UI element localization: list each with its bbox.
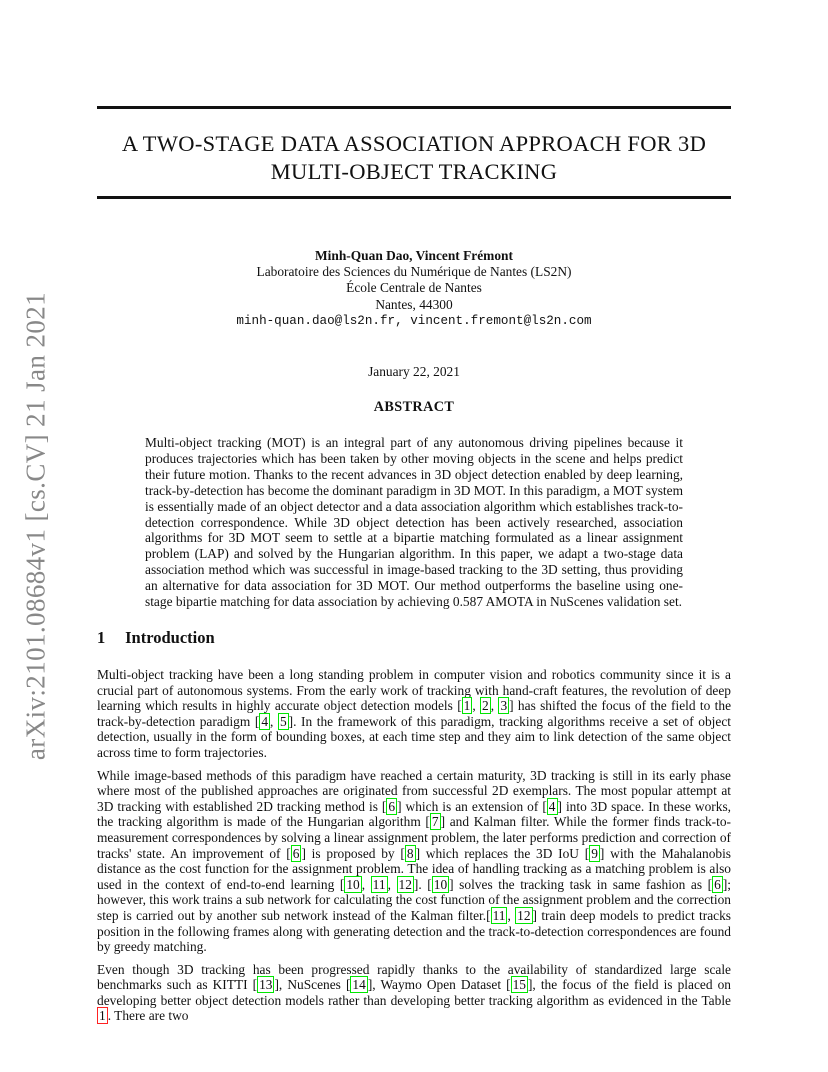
citation-link[interactable]: 7 <box>431 814 439 830</box>
citation-link[interactable]: 13 <box>259 977 273 993</box>
text-run: ] is proposed by [ <box>301 845 405 861</box>
citation-link[interactable]: 6 <box>292 845 300 861</box>
text-run: ]; however, this work trains a sub network for calculating the cost function of the assignment problem and the correction step is carried out by another sub network instead of the Kalman filter.[ <box>97 876 731 923</box>
section-title: Introduction <box>125 628 215 647</box>
text-run: ]. In the framework of this paradigm, tracking algorithms receive a set of object detection, usually in the form of bounding boxes, at each time step and they aim to link detection of the same object across time to form trajectories. <box>97 713 731 760</box>
citation-link[interactable]: 4 <box>548 798 556 814</box>
text-run: , <box>361 876 371 892</box>
title-bottom-rule <box>97 196 731 199</box>
arxiv-identifier-stamp: arXiv:2101.08684v1 [cs.CV] 21 Jan 2021 <box>20 291 51 761</box>
text-run: , <box>472 698 481 714</box>
text-run: , <box>387 876 397 892</box>
title-line-1: A TWO-STAGE DATA ASSOCIATION APPROACH FOR 3D <box>121 131 707 156</box>
text-run: ] with the Mahalanobis distance as the cost function for the assignment problem. The idea of handling tracking as a matching problem is also used in the context of end-to-end learning [ <box>97 845 732 892</box>
citation-link[interactable]: 10 <box>433 876 448 892</box>
paper-title <box>97 130 731 186</box>
section-number: 1 <box>97 628 106 647</box>
citation-link[interactable]: 3 <box>500 698 508 714</box>
text-run: Multi-object tracking have been a long standing problem in computer vision and robotics community since it is a crucial part of autonomous systems. From the early work of tracking with hand-craft features, the revolution of deep learning which results in highly accurate object detection models [ <box>97 667 731 714</box>
author-names: Minh-Quan Dao, Vincent Frémont <box>315 248 513 263</box>
affiliation: Laboratoire des Sciences du Numérique de Nantes (LS2N) <box>256 264 572 280</box>
title-line-2: MULTI-OBJECT TRACKING <box>270 159 558 184</box>
citation-link[interactable]: 12 <box>398 876 412 892</box>
citation-link[interactable]: 8 <box>406 845 414 861</box>
section-heading-introduction <box>97 628 215 648</box>
citation-link[interactable]: 6 <box>388 798 396 814</box>
table-reference-link[interactable]: 1 <box>99 1008 106 1024</box>
text-run: , <box>507 907 516 923</box>
citation-link[interactable]: 4 <box>261 713 269 729</box>
text-run: ], NuScenes [ <box>274 977 351 993</box>
text-run: , <box>270 713 278 729</box>
school: École Centrale de Nantes <box>346 280 482 296</box>
text-run: While image-based methods of this paradigm have reached a certain maturity, 3D tracking is still in its early phase where most of the published approaches are originated from successful 2D exemplars. The most popular attempt at 3D tracking with established 2D tracking method is [ <box>97 767 731 814</box>
abstract-text: Multi-object tracking (MOT) is an integral part of any autonomous driving pipelines because it produces trajectories which has been taken by other moving objects in the scene and helps predict their future motion. Thanks to the recent advances in 3D object detection enabled by deep learning, track-by-detection has become the dominant paradigm in 3D MOT. In this paradigm, a MOT system is essentially made of an object detector and a data association algorithm which establishes track-to-detection correspondence. While 3D object detection has been actively researched, association algorithms for 3D MOT seem to settle at a bipartie matching formulated as a linear assignment problem (LAP) and solved by the Hungarian algorithm. In this paper, we adapt a two-stage data association method which was successful in image-based tracking to the 3D setting, thus providing an alternative for data association for 3D MOT. Our method outperforms the baseline using one-stage bipartie matching for data association by achieving 0.587 AMOTA in NuScenes validation set. <box>145 435 683 610</box>
paper-date: January 22, 2021 <box>368 364 460 379</box>
text-run: ] has shifted the focus of the field to the track-by-detection paradigm [ <box>97 698 732 729</box>
intro-paragraph-2 <box>97 768 731 955</box>
text-run: ] and Kalman filter. While the former finds track-to-measurement correspondences by solving a linear assignment problem, the later performs prediction and correction of tracks' state. An improvement of [ <box>97 814 731 861</box>
title-top-rule <box>97 106 731 109</box>
author-block <box>97 248 731 329</box>
citation-link[interactable]: 11 <box>492 907 506 923</box>
intro-paragraph-1 <box>97 667 731 761</box>
citation-link[interactable]: 1 <box>463 698 471 714</box>
text-run: ] solves the tracking task in same fashion as [ <box>449 876 713 892</box>
citation-link[interactable]: 2 <box>482 698 489 714</box>
citation-link[interactable]: 6 <box>714 876 721 892</box>
text-run: ], Waymo Open Dataset [ <box>367 977 511 993</box>
citation-link[interactable]: 9 <box>591 845 598 861</box>
citation-link[interactable]: 12 <box>517 907 531 923</box>
citation-link[interactable]: 14 <box>352 977 366 993</box>
text-run: , <box>490 698 499 714</box>
intro-paragraph-3 <box>97 962 731 1024</box>
text-run: ]. [ <box>413 876 432 892</box>
text-run: ] which replaces the 3D IoU [ <box>415 845 590 861</box>
abstract-heading: ABSTRACT <box>373 399 455 415</box>
citation-link[interactable]: 5 <box>279 713 287 729</box>
author-emails[interactable]: minh-quan.dao@ls2n.fr, vincent.fremont@ls2n.com <box>236 313 592 328</box>
text-run: Even though 3D tracking has been progressed rapidly thanks to the availability of standardized large scale benchmarks such as KITTI [ <box>97 961 731 993</box>
text-run: . There are two <box>107 1008 189 1024</box>
introduction-body <box>97 667 731 1031</box>
text-run: ] into 3D space. In these works, the tracking algorithm is made of the Hungarian algorithm [ <box>97 798 732 830</box>
citation-link[interactable]: 10 <box>346 876 360 892</box>
citation-link[interactable]: 11 <box>372 876 386 892</box>
text-run: ], the focus of the field is placed on developing better object detection models rather than developing better tracking algorithm as evidenced in the Table <box>97 977 731 1008</box>
text-run: ] train deep models to predict tracks position in the following frames along with generating detection and the track-to-detection correspondences are found by greedy matching. <box>97 907 731 955</box>
citation-link[interactable]: 15 <box>512 977 526 993</box>
city: Nantes, 44300 <box>375 296 453 312</box>
text-run: ] which is an extension of [ <box>397 798 547 814</box>
